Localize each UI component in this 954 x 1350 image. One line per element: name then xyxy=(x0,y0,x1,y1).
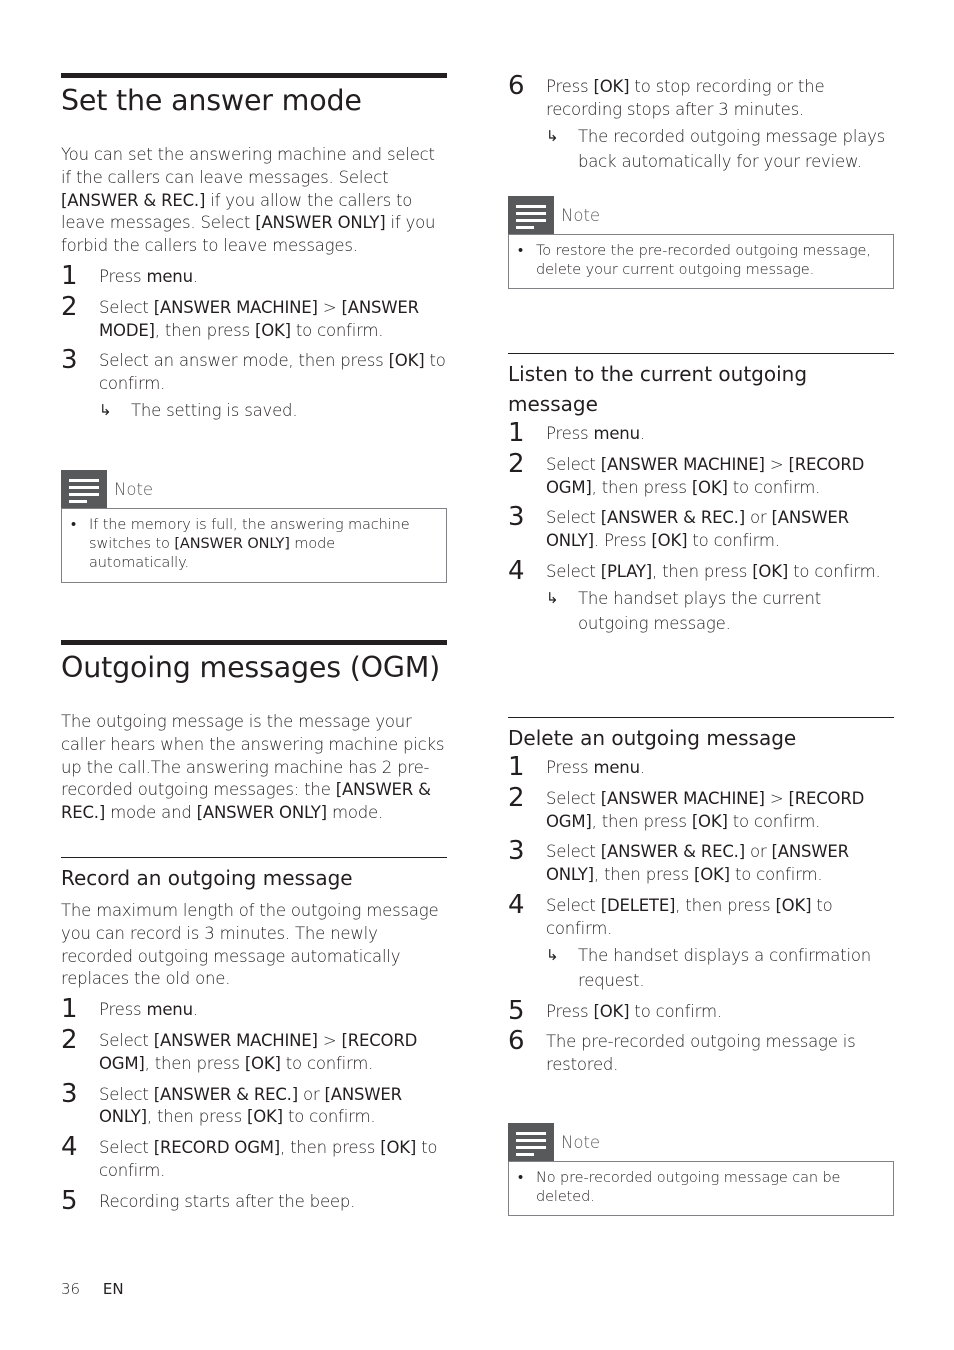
step-number: 3 xyxy=(61,1078,78,1109)
step-number: 5 xyxy=(61,1185,78,1216)
text-run: . xyxy=(192,266,198,286)
step-list xyxy=(61,994,447,1216)
text-run: mode. xyxy=(326,803,384,823)
subsection-title: Listen to the current outgoing message xyxy=(508,353,894,419)
text-run: The outgoing message is the message your caller hears when the answering machine picks up the call.The answering machine has 2 pre-recorded outgoing messages: the xyxy=(61,712,445,800)
text-run: to confirm. xyxy=(727,477,821,497)
section-intro xyxy=(61,144,447,258)
step-result xyxy=(546,943,894,993)
section-intro xyxy=(61,711,447,825)
text-run: Press xyxy=(546,1001,594,1021)
bold-term: [ANSWER & REC.] xyxy=(61,190,206,210)
step-item xyxy=(61,1132,447,1183)
text-run: To restore the pre-recorded outgoing message, delete your current outgoing message. xyxy=(536,243,871,279)
text-run: No pre-recorded outgoing message can be deleted. xyxy=(536,1170,841,1206)
step-list xyxy=(508,71,894,174)
step-item xyxy=(61,260,447,291)
step-number: 4 xyxy=(508,889,525,920)
bold-term: [RECORD OGM] xyxy=(99,1030,418,1073)
note-box xyxy=(61,508,447,583)
bold-term: menu xyxy=(146,1000,193,1020)
text-run: If the memory is full, the answering machine switches to xyxy=(89,517,410,553)
step-item xyxy=(508,1026,894,1077)
step-text xyxy=(99,1137,447,1183)
page-footer xyxy=(61,1280,142,1298)
result-arrow-icon: ↳ xyxy=(546,588,559,607)
bold-term: [DELETE] xyxy=(600,895,676,915)
text-run: to confirm. xyxy=(687,531,780,551)
text-run: Select xyxy=(546,788,601,808)
step-text xyxy=(99,999,447,1022)
text-run: , then press xyxy=(593,865,695,885)
bold-term: [OK] xyxy=(694,865,730,885)
text-run: . xyxy=(192,1000,198,1020)
step-number: 2 xyxy=(61,1024,78,1055)
text-run: Press xyxy=(99,266,147,286)
step-result xyxy=(99,398,447,423)
step-item xyxy=(61,994,447,1025)
step-number: 3 xyxy=(508,502,525,533)
step-text xyxy=(99,1191,447,1214)
step-item xyxy=(61,345,447,423)
text-run: Select xyxy=(546,508,601,528)
text-run: Press xyxy=(546,77,594,96)
bold-term: [OK] xyxy=(651,531,688,551)
bold-term: menu xyxy=(593,424,640,443)
text-run: , then press xyxy=(652,561,753,581)
bold-term: [ANSWER & REC.] xyxy=(153,1084,298,1104)
note-text xyxy=(89,516,436,574)
step-text xyxy=(99,1084,447,1130)
record-continued xyxy=(508,71,894,174)
step-item xyxy=(61,1024,447,1076)
note-lines-icon xyxy=(508,1123,554,1161)
section-title: Outgoing messages (OGM) xyxy=(61,640,447,686)
bold-term: [OK] xyxy=(254,320,291,340)
bold-term: menu xyxy=(593,758,640,777)
bold-term: [RECORD OGM] xyxy=(546,788,865,831)
step-item xyxy=(61,291,447,343)
bold-term: [ANSWER MACHINE] xyxy=(153,1030,318,1050)
bold-term: [ANSWER ONLY] xyxy=(196,803,327,823)
step-number: 1 xyxy=(61,994,78,1025)
note-lines-icon xyxy=(61,470,107,508)
step-item xyxy=(508,889,894,993)
bold-term: [OK] xyxy=(388,351,425,371)
text-run: Recording starts after the beep. xyxy=(99,1191,356,1211)
section-record-ogm xyxy=(61,857,447,1214)
step-item xyxy=(508,448,894,500)
step-text xyxy=(546,895,894,941)
bold-term: [OK] xyxy=(775,895,812,915)
step-item xyxy=(508,418,894,448)
step-text xyxy=(546,841,894,887)
step-number: 6 xyxy=(508,1026,525,1057)
step-list xyxy=(61,260,447,423)
text-run: Select xyxy=(99,1030,154,1050)
bold-term: [ANSWER ONLY] xyxy=(99,1084,402,1127)
step-text xyxy=(546,757,894,780)
step-text xyxy=(99,350,447,396)
step-item xyxy=(508,995,894,1026)
step-text xyxy=(546,561,894,584)
text-run: > xyxy=(764,454,789,474)
bold-term: [OK] xyxy=(593,77,630,96)
text-run: Select xyxy=(546,454,601,474)
note-label: Note xyxy=(561,1132,601,1152)
text-run: Select xyxy=(546,895,601,915)
text-run: to confirm. xyxy=(282,1107,376,1127)
step-text xyxy=(546,423,894,446)
text-run: , then press xyxy=(675,895,776,915)
text-run: or xyxy=(744,842,772,862)
step-text xyxy=(99,266,447,289)
step-list xyxy=(508,418,894,636)
note-lines-icon xyxy=(508,196,554,234)
step-text xyxy=(546,507,894,553)
text-run: to confirm. xyxy=(727,811,821,831)
text-run: to confirm. xyxy=(629,1001,722,1021)
note-box xyxy=(508,234,894,289)
text-run: to confirm. xyxy=(99,351,446,394)
note-header xyxy=(508,196,894,234)
text-run: . xyxy=(639,758,645,777)
step-number: 4 xyxy=(508,555,525,586)
step-text xyxy=(99,1030,447,1076)
bold-term: [ANSWER ONLY] xyxy=(546,842,849,885)
text-run: Select xyxy=(99,1084,154,1104)
step-text xyxy=(546,1031,894,1077)
step-number: 6 xyxy=(508,71,525,101)
bold-term: [OK] xyxy=(244,1053,281,1073)
subsection-title: Delete an outgoing message xyxy=(508,717,894,753)
text-run: Press xyxy=(546,424,594,443)
text-run: You can set the answering machine and select if the callers can leave messages. Select xyxy=(61,145,435,187)
bold-term: [PLAY] xyxy=(600,561,653,581)
bold-term: [OK] xyxy=(380,1138,417,1158)
result-arrow-icon: ↳ xyxy=(99,400,112,419)
step-text xyxy=(546,1001,894,1024)
text-run: > xyxy=(764,788,789,808)
text-run: to confirm. xyxy=(788,561,881,581)
bold-term: [OK] xyxy=(593,1001,630,1021)
result-arrow-icon: ↳ xyxy=(546,945,559,964)
step-item xyxy=(508,752,894,782)
text-run: Select xyxy=(546,842,601,862)
step-number: 1 xyxy=(61,260,78,291)
step-item xyxy=(508,555,894,636)
step-item xyxy=(508,836,894,887)
result-text: The recorded outgoing message plays back automatically for your review. xyxy=(578,126,886,171)
bullet: • xyxy=(518,1170,523,1186)
step-result xyxy=(546,124,894,174)
step-text xyxy=(99,297,447,343)
bold-term: [ANSWER ONLY] xyxy=(174,536,290,553)
section-title: Set the answer mode xyxy=(61,73,447,119)
note-text xyxy=(536,1169,883,1207)
note-box xyxy=(508,1161,894,1216)
section-set-answer-mode xyxy=(61,73,447,423)
bullet: • xyxy=(518,243,523,259)
subsection-title: Record an outgoing message xyxy=(61,857,447,893)
text-run: , then press xyxy=(146,1107,248,1127)
text-run: , then press xyxy=(144,1053,245,1073)
note-answer-mode xyxy=(61,470,447,583)
bold-term: [RECORD OGM] xyxy=(153,1138,281,1158)
text-run: Select xyxy=(546,561,601,581)
section-delete-ogm xyxy=(508,717,894,1077)
note-label: Note xyxy=(114,479,154,499)
note-delete xyxy=(508,1123,894,1216)
page-number: 36 xyxy=(61,1280,81,1298)
bold-term: [ANSWER MACHINE] xyxy=(600,454,765,474)
bold-term: [ANSWER MACHINE] xyxy=(153,297,318,317)
text-run: to confirm. xyxy=(546,895,833,938)
step-number: 1 xyxy=(508,418,525,448)
bold-term: [ANSWER ONLY] xyxy=(255,213,386,233)
text-run: . xyxy=(639,424,645,443)
step-number: 2 xyxy=(508,782,525,813)
note-label: Note xyxy=(561,205,601,225)
bold-term: [ANSWER & REC.] xyxy=(600,842,745,862)
bullet: • xyxy=(71,517,76,533)
step-result xyxy=(546,586,894,636)
text-run: , then press xyxy=(591,811,692,831)
note-header xyxy=(61,470,447,508)
bold-term: [OK] xyxy=(691,477,728,497)
text-run: , then press xyxy=(280,1138,381,1158)
text-run: The maximum length of the outgoing message you can record is 3 minutes. The newly recorded outgoing message automatically replaces the old one. xyxy=(61,901,439,989)
bold-term: [ANSWER MACHINE] xyxy=(600,788,765,808)
text-run: Select an answer mode, then press xyxy=(99,351,389,371)
text-run: mode and xyxy=(105,803,197,823)
bold-term: [ANSWER & REC.] xyxy=(600,508,745,528)
note-text xyxy=(536,242,883,280)
text-run: , then press xyxy=(591,477,692,497)
bold-term: [ANSWER MODE] xyxy=(99,297,419,340)
text-run: The pre-recorded outgoing message is restored. xyxy=(546,1032,856,1075)
text-run: Select xyxy=(99,1138,154,1158)
step-text xyxy=(546,76,894,122)
text-run: mode automatically. xyxy=(89,536,336,572)
bold-term: [OK] xyxy=(247,1107,283,1127)
step-number: 4 xyxy=(61,1132,78,1163)
step-item xyxy=(61,1078,447,1130)
text-run: to confirm. xyxy=(280,1053,374,1073)
step-number: 5 xyxy=(508,995,525,1026)
step-item xyxy=(61,1185,447,1216)
text-run: Select xyxy=(99,297,154,317)
bold-term: [RECORD OGM] xyxy=(546,454,865,497)
text-run: or xyxy=(297,1084,325,1104)
text-run: or xyxy=(744,508,772,528)
bold-term: [OK] xyxy=(691,811,728,831)
note-restore xyxy=(508,196,894,289)
section-listen-ogm xyxy=(508,353,894,636)
step-item xyxy=(508,71,894,174)
step-number: 1 xyxy=(508,752,525,782)
text-run: if you forbid the callers to leave messages. xyxy=(61,213,436,256)
step-text xyxy=(546,454,894,500)
text-run: > xyxy=(317,1030,342,1050)
text-run: > xyxy=(317,297,342,317)
text-run: , then press xyxy=(154,320,255,340)
text-run: if you allow the callers to leave messages. Select xyxy=(61,190,413,233)
text-run: to confirm. xyxy=(99,1138,438,1180)
text-run: Press xyxy=(546,758,594,777)
result-text: The handset displays a confirmation request. xyxy=(578,945,871,990)
step-item xyxy=(508,502,894,553)
step-item xyxy=(508,782,894,834)
language-code: EN xyxy=(102,1280,124,1298)
text-run: to stop recording or the recording stops after 3 minutes. xyxy=(546,77,825,119)
text-run: . Press xyxy=(593,531,652,551)
result-text: The setting is saved. xyxy=(131,400,298,420)
step-number: 2 xyxy=(508,448,525,479)
text-run: to confirm. xyxy=(729,865,823,885)
step-number: 2 xyxy=(61,291,78,322)
text-run: Press xyxy=(99,1000,147,1020)
note-header xyxy=(508,1123,894,1161)
step-text xyxy=(546,788,894,834)
subsection-intro xyxy=(61,900,447,991)
section-ogm xyxy=(61,640,447,825)
bold-term: [OK] xyxy=(752,561,789,581)
step-number: 3 xyxy=(508,836,525,867)
result-text: The handset plays the current outgoing message. xyxy=(578,588,822,633)
bold-term: [ANSWER ONLY] xyxy=(546,508,849,551)
text-run: to confirm. xyxy=(290,320,384,340)
step-list xyxy=(508,752,894,1077)
step-number: 3 xyxy=(61,345,78,376)
bold-term: menu xyxy=(146,266,193,286)
result-arrow-icon: ↳ xyxy=(546,126,559,145)
bold-term: [ANSWER & REC.] xyxy=(61,780,431,823)
